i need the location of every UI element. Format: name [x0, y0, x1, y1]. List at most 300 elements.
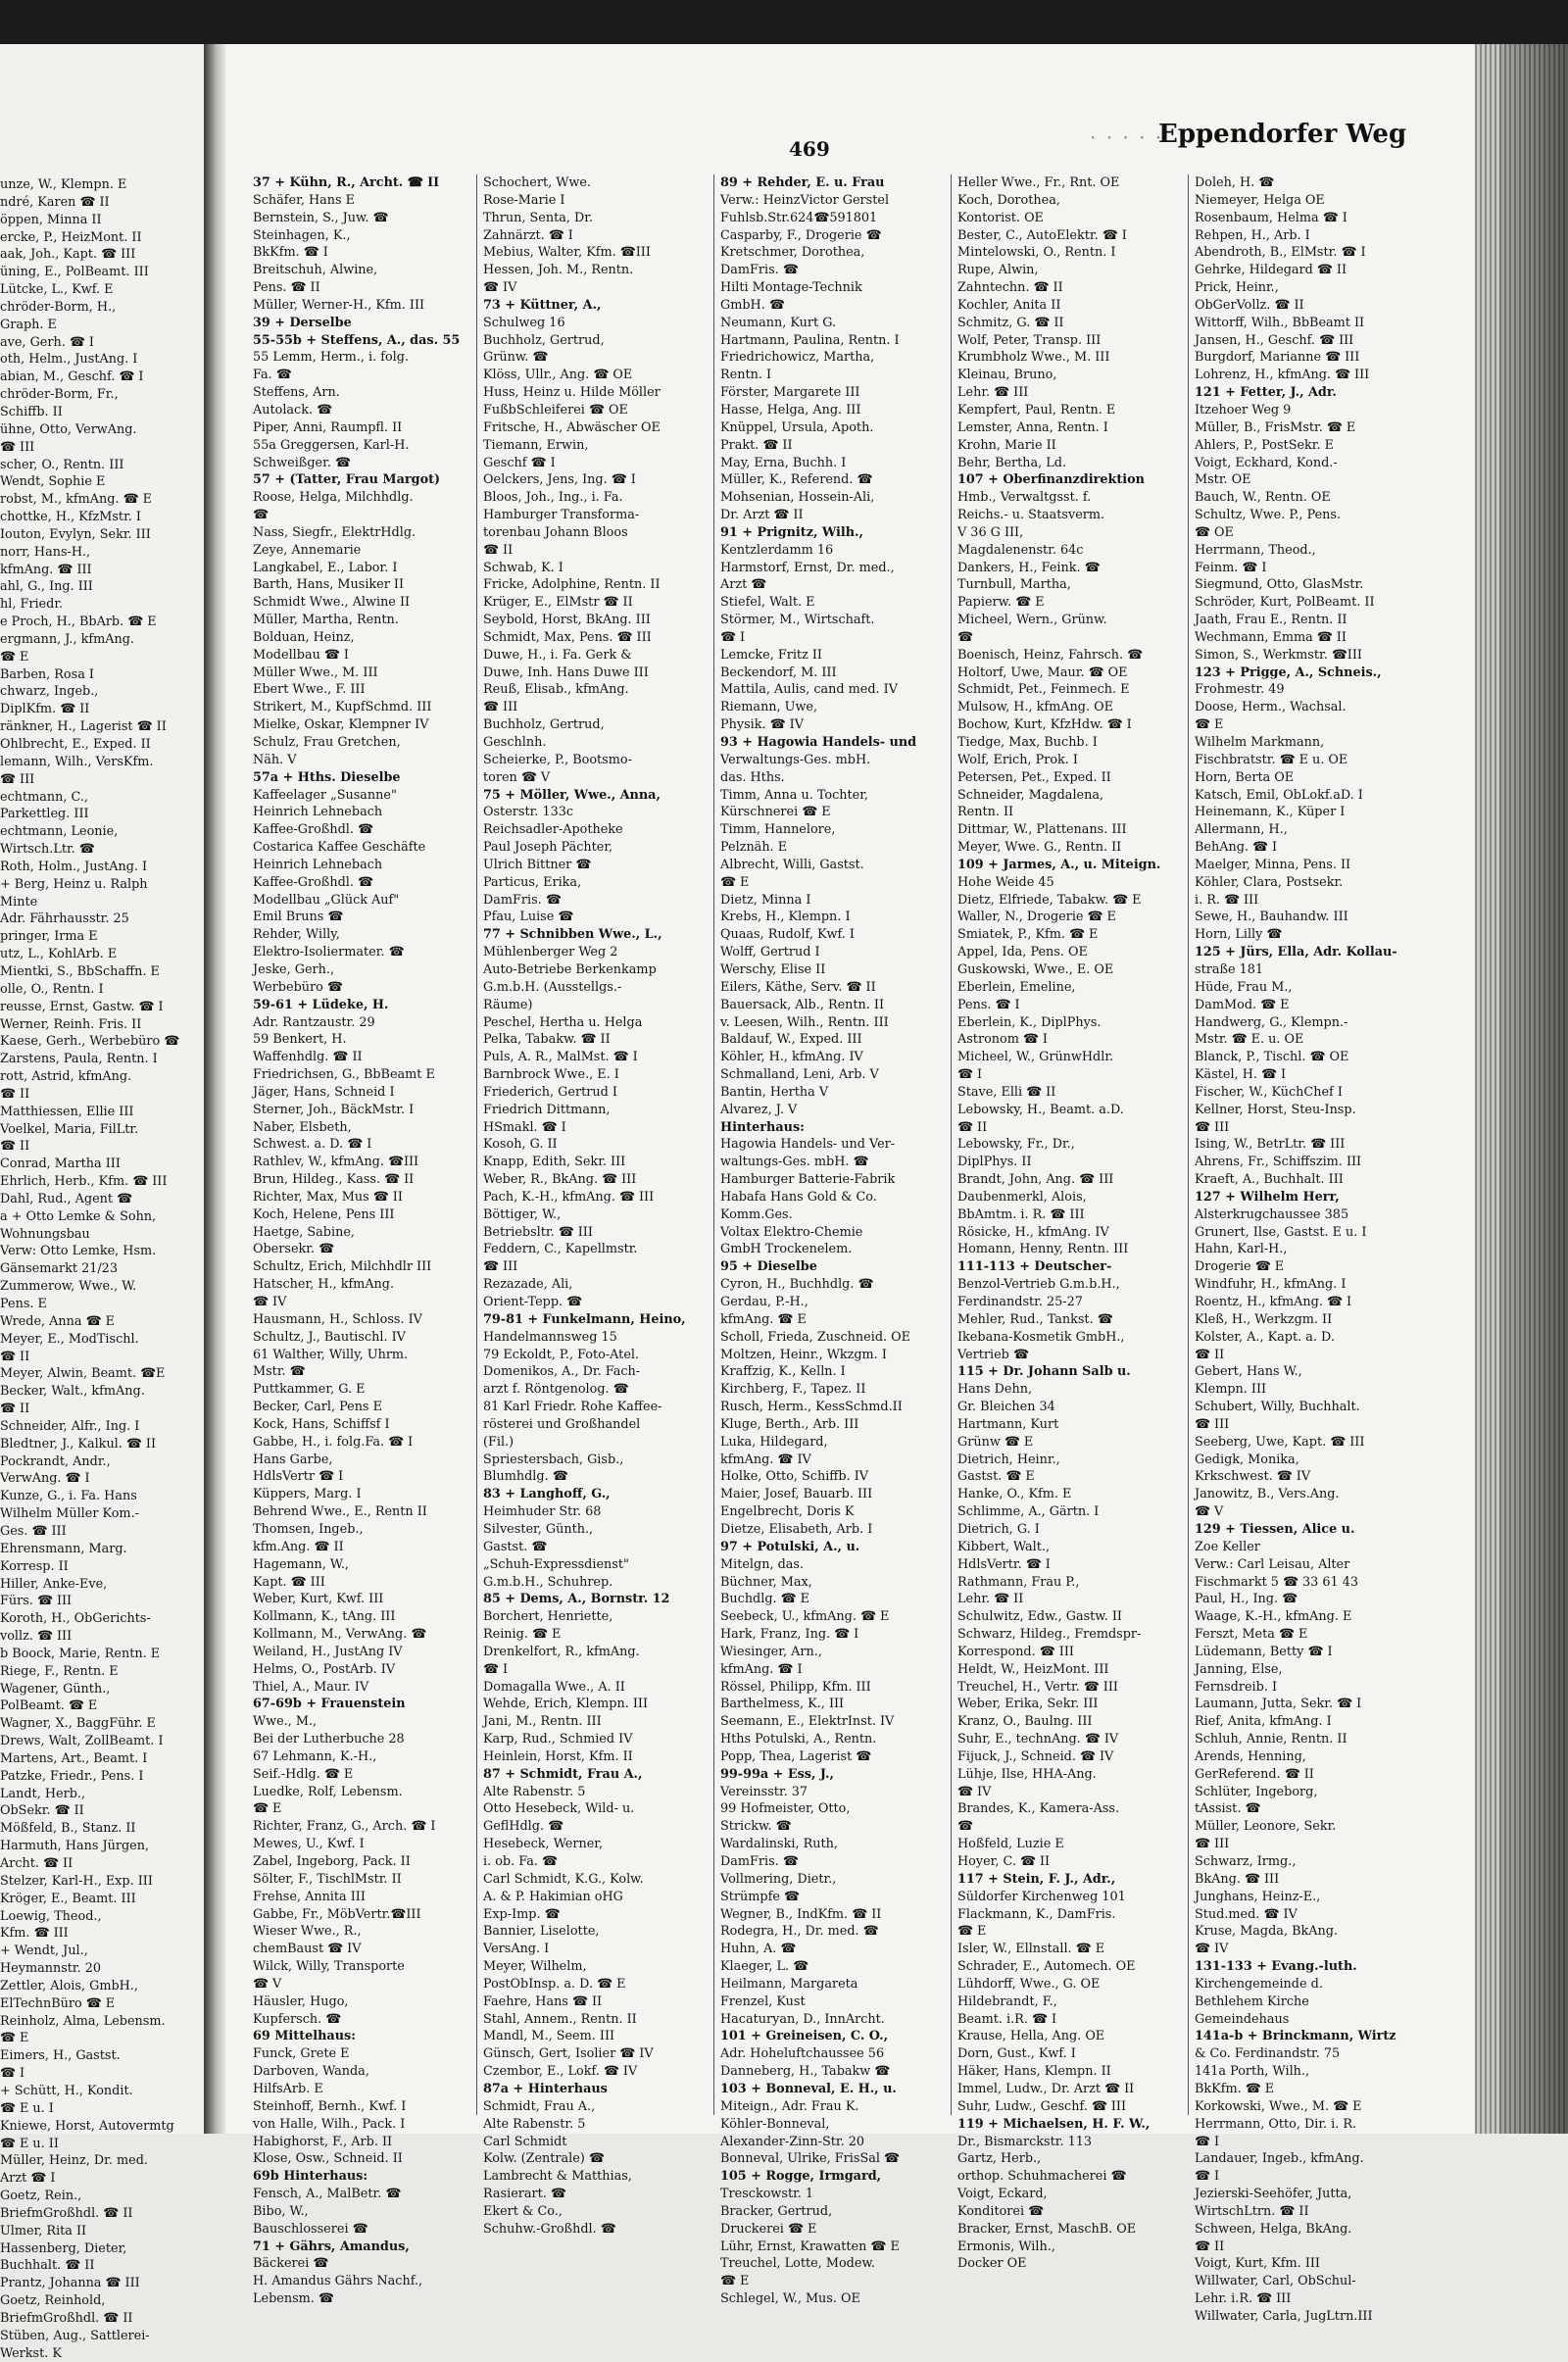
directory-entry-line: Büchner, Max,: [720, 1574, 812, 1590]
directory-entry-line: Knüppel, Ursula, Apoth.: [720, 419, 874, 435]
directory-entry-line: Kontorist. OE: [957, 210, 1044, 225]
directory-entry-line: Carl Schmidt, K.G., Kolw.: [483, 1871, 644, 1887]
directory-entry-line: 55 Lemm, Herm., i. folg.: [253, 350, 410, 366]
left-page-entry-line: pringer, Irma E: [0, 929, 98, 945]
directory-entry-line: Prick, Heinr.,: [1195, 280, 1279, 296]
directory-entry-line: Lühje, Ilse, HHA-Ang.: [957, 1766, 1097, 1782]
directory-entry-line: 131-133 + Evang.-luth.: [1195, 1959, 1357, 1975]
directory-entry-line: Schwarz, Hildeg., Fremdspr-: [957, 1627, 1142, 1643]
directory-entry-line: Prakt. ☎ II: [720, 437, 793, 453]
left-page-entry-line: ercke, P., HeizMont. II: [0, 229, 142, 245]
directory-entry-line: Hans Garbe,: [253, 1452, 333, 1467]
directory-entry-line: Rössel, Philipp, Kfm. III: [720, 1679, 871, 1695]
directory-entry-line: Borchert, Henriette,: [483, 1609, 613, 1625]
directory-entry-line: Langkabel, E., Labor. I: [253, 560, 398, 575]
directory-entry-line: Zahntechn. ☎ II: [957, 280, 1063, 296]
directory-entry-line: Schwest. a. D. ☎ I: [253, 1137, 372, 1153]
directory-entry-line: Steffens, Arn.: [253, 385, 340, 401]
directory-entry-line: Korkowski, Wwe., M. ☎ E: [1195, 2098, 1362, 2114]
directory-entry-line: Verw.: Carl Leisau, Alter: [1195, 1556, 1350, 1572]
directory-entry-line: Hoyer, C. ☎ II: [957, 1854, 1051, 1869]
directory-entry-line: Störmer, M., Wirtschaft.: [720, 613, 875, 628]
directory-entry-line: Hths Potulski, A., Rentn.: [720, 1732, 877, 1747]
directory-entry-line: Carl Schmidt: [483, 2134, 567, 2149]
directory-entry-line: Krebs, H., Klempn. I: [720, 910, 851, 925]
directory-entry-line: Kleinau, Bruno,: [957, 368, 1057, 383]
directory-entry-line: Voltax Elektro-Chemie: [720, 1224, 863, 1240]
directory-entry-line: Timm, Anna u. Tochter,: [720, 787, 868, 803]
directory-entry-line: Lehr. i.R. ☎ III: [1195, 2291, 1292, 2307]
directory-entry-line: Vollmering, Dietr.,: [720, 1871, 837, 1887]
directory-entry-line: Kock, Hans, Schiffsf I: [253, 1416, 390, 1432]
directory-entry-line: rösterei und Großhandel: [483, 1416, 641, 1432]
left-page-entry-line: a + Otto Lemke & Sohn,: [0, 1208, 157, 1224]
directory-entry-line: Drogerie ☎ E: [1195, 1259, 1285, 1275]
directory-entry-line: Herrmann, Theod.,: [1195, 542, 1316, 558]
directory-entry-line: ☎ OE: [1195, 524, 1234, 540]
directory-entry-line: Modellbau ☎ I: [253, 647, 349, 663]
directory-entry-line: ☎ I: [957, 1067, 983, 1083]
left-page-entry-line: Wendt, Sophie E: [0, 474, 106, 490]
directory-column-2: [476, 174, 714, 2237]
directory-entry-line: Kolster, A., Kapt. a. D.: [1195, 1329, 1335, 1345]
left-page-entry-line: norr, Hans-H.,: [0, 544, 91, 560]
directory-entry-line: 141a-b + Brinckmann, Wirtz: [1195, 2029, 1396, 2044]
left-page-entry-line: chwarz, Ingeb.,: [0, 684, 99, 700]
left-page-entry-line: Kfm. ☎ III: [0, 1926, 69, 1942]
left-page-entry-line: hl, Friedr.: [0, 597, 64, 613]
directory-entry-line: Miteign., Adr. Frau K.: [720, 2098, 859, 2114]
directory-entry-line: Wilck, Willy, Transporte: [253, 1959, 405, 1975]
directory-entry-line: Hacaturyan, D., InnArcht.: [720, 2011, 885, 2027]
directory-entry-line: Arends, Henning,: [1195, 1748, 1306, 1764]
directory-entry-line: Turnbull, Martha,: [957, 577, 1071, 593]
directory-entry-line: Ikebana-Kosmetik GmbH.,: [957, 1329, 1125, 1345]
left-page-entry-line: Matthiessen, Ellie III: [0, 1104, 134, 1119]
directory-entry-line: Treuchel, Lotte, Modew.: [720, 2256, 875, 2272]
directory-entry-line: Rodegra, H., Dr. med. ☎: [720, 1924, 879, 1940]
directory-entry-line: Petersen, Pet., Exped. II: [957, 769, 1111, 785]
directory-entry-line: Buchholz, Gertrud,: [483, 332, 605, 348]
directory-entry-line: Puttkammer, G. E: [253, 1382, 366, 1398]
directory-entry-line: Bernstein, S., Juw. ☎: [253, 210, 389, 225]
directory-entry-line: Pfau, Luise ☎: [483, 910, 574, 925]
directory-entry-line: Müller, Werner-H., Kfm. III: [253, 297, 425, 313]
directory-entry-line: GerReferend. ☎ II: [1195, 1766, 1314, 1782]
left-page-entry-line: Schiffb. II: [0, 404, 63, 419]
directory-entry-line: Timm, Hannelore,: [720, 822, 836, 838]
directory-entry-line: Casparby, F., Drogerie ☎: [720, 227, 882, 243]
directory-entry-line: Kaffeelager „Susanne": [253, 787, 397, 803]
directory-entry-line: Fuhlsb.Str.624☎591801: [720, 210, 878, 225]
left-page-entry-line: Ehrensmann, Marg.: [0, 1541, 127, 1556]
directory-entry-line: Rosenbaum, Helma ☎ I: [1195, 210, 1348, 225]
directory-entry-line: Hohe Weide 45: [957, 874, 1054, 890]
left-page-entry-line: Goetz, Reinhold,: [0, 2293, 106, 2309]
directory-entry-line: 123 + Prigge, A., Schneis.,: [1195, 664, 1382, 680]
directory-entry-line: ☎ III: [483, 1259, 518, 1275]
directory-entry-line: ☎ I: [1195, 2169, 1220, 2185]
directory-entry-line: Heinemann, K., Küper I: [1195, 805, 1346, 820]
directory-entry-line: Dietrich, G. I: [957, 1521, 1040, 1537]
left-page-entry-line: Mientki, S., BbSchaffn. E: [0, 963, 160, 979]
directory-entry-line: Holke, Otto, Schiffb. IV: [720, 1469, 869, 1485]
directory-entry-line: Rupe, Alwin,: [957, 263, 1039, 278]
directory-entry-line: Schubert, Willy, Buchhalt.: [1195, 1400, 1360, 1415]
directory-entry-line: Scholl, Frieda, Zuschneid. OE: [720, 1329, 910, 1345]
left-page-entry-line: Hassenberg, Dieter,: [0, 2240, 127, 2256]
directory-entry-line: Docker OE: [957, 2256, 1027, 2272]
directory-entry-line: Koch, Dorothea,: [957, 192, 1060, 208]
directory-entry-line: Fritsche, H., Abwäscher OE: [483, 419, 661, 435]
directory-entry-line: Czembor, E., Lokf. ☎ IV: [483, 2064, 638, 2080]
directory-entry-line: Hessen, Joh. M., Rentn.: [483, 263, 634, 278]
directory-entry-line: 73 + Küttner, A.,: [483, 297, 602, 313]
directory-entry-line: Wieser Wwe., R.,: [253, 1924, 362, 1940]
left-page-entry-line: Ehrlich, Herb., Kfm. ☎ III: [0, 1174, 168, 1190]
directory-entry-line: Wittorff, Wilh., BbBeamt II: [1195, 315, 1365, 330]
directory-entry-line: Feinm. ☎ I: [1195, 560, 1267, 575]
directory-entry-line: Rezazade, Ali,: [483, 1277, 573, 1293]
directory-entry-line: Silvester, Günth.,: [483, 1521, 594, 1537]
directory-entry-line: Köhler, H., kfmAng. IV: [720, 1050, 863, 1065]
left-page-entry-line: Archt. ☎ II: [0, 1856, 74, 1871]
directory-entry-line: Janowitz, B., Vers.Ang.: [1195, 1487, 1340, 1502]
directory-entry-line: 67-69b + Frauenstein: [253, 1697, 406, 1712]
directory-entry-line: GmbH Trockenelem.: [720, 1242, 853, 1257]
directory-entry-line: Alvarez, J. V: [720, 1102, 798, 1117]
directory-column-3: [713, 174, 952, 2307]
left-page-entry-line: Loewig, Theod.,: [0, 1908, 102, 1924]
directory-entry-line: Waage, K.-H., kfmAng. E: [1195, 1609, 1352, 1625]
left-page-entry-line: lemann, Wilh., VersKfm.: [0, 754, 154, 769]
left-page-entry-line: Ges. ☎ III: [0, 1523, 67, 1539]
directory-entry-line: Druckerei ☎ E: [720, 2221, 817, 2237]
directory-entry-line: 37 + Kühn, R., Archt. ☎ II: [253, 175, 440, 190]
directory-entry-line: G.m.b.H. (Ausstellgs.-: [483, 979, 622, 995]
directory-entry-line: Astronom ☎ I: [957, 1032, 1048, 1048]
directory-entry-line: Thiel, A., Maur. IV: [253, 1679, 369, 1695]
directory-entry-line: Bannier, Liselotte,: [483, 1924, 600, 1940]
directory-entry-line: & Co. Ferdinandstr. 75: [1195, 2046, 1341, 2062]
directory-entry-line: Ahrens, Fr., Schiffszim. III: [1195, 1155, 1362, 1170]
directory-entry-line: Scheierke, P., Bootsmo-: [483, 752, 632, 767]
left-page-entry-line: Zarstens, Paula, Rentn. I: [0, 1052, 158, 1067]
directory-entry-line: Heimhuder Str. 68: [483, 1504, 602, 1520]
directory-entry-line: Mstr. ☎ E. u. OE: [1195, 1032, 1304, 1048]
directory-entry-line: Willwater, Carl, ObSchul-: [1195, 2274, 1356, 2289]
directory-entry-line: Barthelmess, K., III: [720, 1697, 845, 1712]
directory-entry-line: Habafa Hans Gold & Co.: [720, 1189, 877, 1205]
directory-entry-line: Pelznäh. E: [720, 840, 788, 856]
directory-entry-line: Bracker, Ernst, MaschB. OE: [957, 2221, 1137, 2237]
directory-entry-line: Lebowsky, H., Beamt. a.D.: [957, 1102, 1124, 1117]
directory-entry-line: ☎ III: [1195, 1837, 1230, 1852]
directory-entry-line: Meyer, Wwe. G., Rentn. II: [957, 840, 1122, 856]
directory-entry-line: Flackmann, K., DamFris.: [957, 1906, 1116, 1922]
directory-entry-line: Jani, M., Rentn. III: [483, 1714, 602, 1730]
directory-entry-line: Hüde, Frau M.,: [1195, 979, 1293, 995]
directory-entry-line: Blumhdlg. ☎: [483, 1469, 568, 1485]
directory-entry-line: Räume): [483, 997, 533, 1012]
directory-entry-line: Dorn, Gust., Kwf. I: [957, 2046, 1076, 2062]
directory-entry-line: Gebert, Hans W.,: [1195, 1364, 1302, 1380]
directory-entry-line: Hagowia Handels- und Ver-: [720, 1137, 896, 1153]
directory-entry-line: ☎ IV: [957, 1784, 992, 1799]
directory-entry-line: kfmAng. ☎ E: [720, 1311, 807, 1327]
directory-entry-line: Grunert, Ilse, Gastst. E u. I: [1195, 1224, 1367, 1240]
directory-entry-line: BbAmtm. i. R. ☎ III: [957, 1206, 1085, 1222]
directory-entry-line: HdlsVertr ☎ I: [253, 1469, 344, 1485]
left-page-entry-line: chottke, H., KfzMstr. I: [0, 510, 141, 525]
directory-entry-line: DamFris. ☎: [720, 1854, 799, 1869]
directory-entry-line: WirtschLtrn. ☎ II: [1195, 2203, 1309, 2219]
directory-entry-line: Jansen, H., Geschf. ☎ III: [1195, 332, 1354, 348]
directory-entry-line: Geschlnh.: [483, 735, 547, 750]
directory-entry-line: ☎ III: [1195, 1119, 1230, 1135]
directory-entry-line: Klaeger, L. ☎: [720, 1959, 809, 1975]
directory-entry-line: 101 + Greineisen, C. O.,: [720, 2029, 889, 2044]
directory-entry-line: Beckendorf, M. III: [720, 664, 837, 680]
left-page-entry-line: robst, M., kfmAng. ☎ E: [0, 492, 152, 508]
directory-entry-line: Gehrke, Hildegard ☎ II: [1195, 263, 1348, 278]
directory-entry-line: Buchholz, Gertrud,: [483, 717, 605, 733]
directory-entry-line: Förster, Margarete III: [720, 385, 860, 401]
directory-entry-line: Hatscher, H., kfmAng.: [253, 1277, 395, 1293]
directory-entry-line: toren ☎ V: [483, 769, 551, 785]
directory-entry-line: Bethlehem Kirche: [1195, 1993, 1309, 2009]
directory-entry-line: Reinig. ☎ E: [483, 1627, 562, 1643]
directory-column-4: [951, 174, 1189, 2272]
directory-entry-line: Behrend Wwe., E., Rentn II: [253, 1504, 427, 1520]
directory-entry-line: Strümpfe ☎: [720, 1889, 800, 1904]
directory-entry-line: Hartmann, Paulina, Rentn. I: [720, 332, 900, 348]
left-page-entry-line: reusse, Ernst, Gastw. ☎ I: [0, 999, 164, 1014]
directory-entry-line: Kraffzig, K., Kelln. I: [720, 1364, 846, 1380]
directory-entry-line: Mitelgn, das.: [720, 1556, 805, 1572]
directory-entry-line: Koch, Helene, Pens III: [253, 1206, 395, 1222]
directory-entry-line: Korrespond. ☎ III: [957, 1644, 1074, 1659]
directory-entry-line: Dittmar, W., Plattenans. III: [957, 822, 1127, 838]
directory-entry-line: 105 + Rogge, Irmgard,: [720, 2169, 882, 2185]
directory-entry-line: VersAng. I: [483, 1942, 550, 1957]
directory-entry-line: Vereinsstr. 37: [720, 1784, 808, 1799]
directory-entry-line: 87 + Schmidt, Frau A.,: [483, 1766, 643, 1782]
directory-entry-line: Seif.-Hdlg. ☎ E: [253, 1766, 354, 1782]
left-page-entry-line: ☎ III: [0, 771, 35, 787]
directory-entry-line: Adr. Hoheluftchaussee 56: [720, 2046, 885, 2062]
left-page-entry-line: Roth, Holm., JustAng. I: [0, 859, 148, 874]
directory-entry-line: Ferdinandstr. 25-27: [957, 1295, 1083, 1309]
directory-entry-line: Naber, Elsbeth,: [253, 1119, 352, 1135]
directory-entry-line: GmbH. ☎: [720, 297, 785, 313]
directory-entry-line: Feddern, C., Kapellmstr.: [483, 1242, 638, 1257]
left-page-entry-line: Wagner, X., BaggFühr. E: [0, 1716, 156, 1732]
left-page-entry-line: Koroth, H., ObGerichts-: [0, 1611, 151, 1627]
directory-entry-line: 103 + Bonneval, E. H., u.: [720, 2081, 897, 2096]
directory-entry-line: Luka, Hildegard,: [720, 1434, 828, 1450]
left-page-entry-line: üning, E., PolBeamt. III: [0, 265, 149, 280]
directory-entry-line: ☎ IV: [253, 1295, 287, 1309]
directory-entry-line: Thrun, Senta, Dr.: [483, 210, 594, 225]
directory-entry-line: Bei der Lutherbuche 28: [253, 1732, 405, 1747]
directory-entry-line: Kosoh, G. II: [483, 1137, 558, 1153]
directory-entry-line: Mandl, M., Seem. III: [483, 2029, 615, 2044]
directory-entry-line: Wegner, B., IndKfm. ☎ II: [720, 1906, 882, 1922]
directory-entry-line: Schmidt, Pet., Feinmech. E: [957, 682, 1130, 698]
directory-entry-line: ☎: [253, 508, 269, 523]
directory-entry-line: Costarica Kaffee Geschäfte: [253, 840, 426, 856]
directory-entry-line: Osterstr. 133c: [483, 805, 574, 820]
directory-entry-line: Stahl, Annem., Rentn. II: [483, 2011, 637, 2027]
directory-entry-line: Seemann, E., ElektrInst. IV: [720, 1714, 895, 1730]
directory-entry-line: Heinrich Lehnebach: [253, 805, 383, 820]
left-page-entry-line: e Proch, H., BbArb. ☎ E: [0, 615, 157, 630]
left-page-entries: [0, 176, 204, 2362]
directory-entry-line: Bibo, W.,: [253, 2203, 309, 2219]
left-page-entry-line: vollz. ☎ III: [0, 1629, 73, 1645]
directory-entry-line: Roose, Helga, Milchhdlg.: [253, 490, 414, 506]
directory-entry-line: Luedke, Rolf, Lebensm.: [253, 1784, 403, 1799]
directory-entry-line: Kolw. (Zentrale) ☎: [483, 2151, 605, 2167]
directory-entry-line: Pens. ☎ I: [957, 997, 1020, 1012]
directory-entry-line: Fa. ☎: [253, 368, 292, 383]
directory-entry-line: Rathmann, Frau P.,: [957, 1574, 1080, 1590]
directory-entry-line: i. ob. Fa. ☎: [483, 1854, 558, 1869]
directory-entry-line: DiplPhys. II: [957, 1155, 1032, 1170]
directory-entry-line: Bloos, Joh., Ing., i. Fa.: [483, 490, 623, 506]
directory-entry-line: Lemster, Anna, Rentn. I: [957, 419, 1108, 435]
directory-entry-line: ☎ II: [1195, 1347, 1225, 1362]
directory-entry-line: Schochert, Wwe.: [483, 175, 592, 190]
left-page-entry-line: Ulmer, Rita II: [0, 2223, 87, 2239]
directory-entry-line: BkKfm. ☎ I: [253, 245, 328, 261]
directory-entry-line: Heller Wwe., Fr., Rnt. OE: [957, 175, 1120, 190]
directory-entry-line: Bäckerei ☎: [253, 2256, 329, 2272]
directory-entry-line: „Schuh-Expressdienst": [483, 1556, 629, 1572]
directory-entry-line: ☎ E: [957, 1924, 987, 1940]
directory-entry-line: 115 + Dr. Johann Salb u.: [957, 1364, 1131, 1380]
directory-entry-line: Müller, Martha, Rentn.: [253, 613, 399, 628]
directory-entry-line: Verwaltungs-Ges. mbH.: [720, 752, 871, 767]
directory-entry-line: Ebert Wwe., F. III: [253, 682, 366, 698]
directory-entry-line: Kästel, H. ☎ I: [1195, 1067, 1287, 1083]
directory-entry-line: Wehde, Erich, Klempn. III: [483, 1697, 649, 1712]
left-page-entry-line: Werkst. K: [0, 2345, 62, 2361]
directory-entry-line: Waller, N., Drogerie ☎ E: [957, 910, 1116, 925]
left-page-entry-line: Graph. E: [0, 317, 57, 332]
directory-entry-line: Faehre, Hans ☎ II: [483, 1993, 603, 2009]
directory-entry-line: ☎ V: [1195, 1504, 1224, 1520]
directory-entry-line: Komm.Ges.: [720, 1206, 793, 1222]
directory-entry-line: Lehr. ☎ III: [957, 385, 1029, 401]
directory-entry-line: 91 + Prignitz, Wilh.,: [720, 524, 863, 540]
left-page-entry-line: Patzke, Friedr., Pens. I: [0, 1768, 144, 1784]
directory-entry-line: Brandt, John, Ang. ☎ III: [957, 1172, 1114, 1188]
directory-entry-line: 125 + Jürs, Ella, Adr. Kollau-: [1195, 945, 1397, 960]
directory-entry-line: HSmakl. ☎ I: [483, 1119, 566, 1135]
directory-entry-line: Papierw. ☎ E: [957, 595, 1045, 611]
directory-entry-line: ☎ I: [720, 629, 746, 645]
directory-entry-line: Beamt. i.R. ☎ I: [957, 2011, 1057, 2027]
directory-entry-line: Magdalenenstr. 64c: [957, 542, 1084, 558]
directory-entry-line: kfmAng. ☎ I: [720, 1661, 803, 1677]
directory-entry-line: Mohsenian, Hossein-Ali,: [720, 490, 875, 506]
left-page-entry-line: Hiller, Anke-Eve,: [0, 1576, 108, 1592]
directory-entry-line: Zabel, Ingeborg, Pack. II: [253, 1854, 411, 1869]
directory-entry-line: straße 181: [1195, 961, 1264, 977]
left-page-entry-line: kfmAng. ☎ III: [0, 562, 92, 577]
left-page-entry-line: ObSekr. ☎ II: [0, 1803, 84, 1819]
directory-entry-line: Voigt, Eckhard, Kond.-: [1195, 455, 1338, 470]
directory-entry-line: arzt f. Röntgenolog. ☎: [483, 1382, 629, 1398]
left-page: [0, 44, 207, 2361]
directory-entry-line: i. R. ☎ III: [1195, 892, 1259, 908]
left-page-entry-line: Landt, Herb.,: [0, 1786, 86, 1801]
directory-entry-line: Krüger, E., ElMstr ☎ II: [483, 595, 633, 611]
directory-entry-line: Peschel, Hertha u. Helga: [483, 1014, 643, 1030]
left-page-entry-line: PolBeamt. ☎ E: [0, 1698, 98, 1714]
directory-entry-line: Tiemann, Erwin,: [483, 437, 589, 453]
directory-entry-line: ☎ E: [720, 2274, 750, 2289]
directory-entry-line: Rasierart. ☎: [483, 2187, 566, 2202]
left-page-entry-line: + Wendt, Jul.,: [0, 1944, 88, 1959]
directory-entry-line: Schluh, Annie, Rentn. II: [1195, 1732, 1348, 1747]
directory-entry-line: Gemeindehaus: [1195, 2011, 1290, 2027]
directory-entry-line: Schmidt Wwe., Alwine II: [253, 595, 411, 611]
directory-entry-line: Ermonis, Wilh.,: [957, 2239, 1055, 2254]
directory-entry-line: Heldt, W., HeizMont. III: [957, 1661, 1109, 1677]
left-page-entry-line: Lütcke, L., Kwf. E: [0, 282, 114, 298]
directory-entry-line: ☎ IV: [1195, 1942, 1229, 1957]
directory-entry-line: Pach, K.-H., kfmAng. ☎ III: [483, 1189, 655, 1205]
left-page-entry-line: Korresp. II: [0, 1558, 69, 1574]
directory-entry-line: Funck, Grete E: [253, 2046, 350, 2062]
directory-entry-line: Maelger, Minna, Pens. II: [1195, 857, 1351, 872]
directory-entry-line: ☎: [957, 1819, 973, 1835]
left-page-entry-line: Müller, Heinz, Dr. med.: [0, 2153, 148, 2169]
directory-entry-line: Frohmestr. 49: [1195, 682, 1285, 698]
left-page-entry-line: Buchhalt. ☎ II: [0, 2258, 95, 2274]
directory-entry-line: Ulrich Bittner ☎: [483, 857, 592, 872]
directory-entry-line: Appel, Ida, Pens. OE: [957, 945, 1088, 960]
directory-entry-line: Schwab, K. I: [483, 560, 564, 575]
directory-entry-line: 111-113 + Deutscher-: [957, 1259, 1112, 1275]
directory-entry-line: Handwerg, G., Klempn.-: [1195, 1014, 1348, 1030]
left-page-entry-line: Verw: Otto Lemke, Hsm.: [0, 1244, 157, 1259]
directory-entry-line: DamMod. ☎ E: [1195, 997, 1290, 1012]
directory-entry-line: Hartmann, Kurt: [957, 1416, 1059, 1432]
directory-entry-line: Grünw. ☎: [483, 350, 549, 366]
directory-entry-line: 81 Karl Friedr. Rohe Kaffee-: [483, 1400, 662, 1415]
directory-entry-line: Fischer, W., KüchChef I: [1195, 1084, 1343, 1100]
left-page-entry-line: Eimers, H., Gastst.: [0, 2048, 121, 2064]
directory-entry-line: ☎ E: [1195, 717, 1224, 733]
directory-entry-line: Rösicke, H., kfmAng. IV: [957, 1224, 1109, 1240]
left-page-entry-line: Gänsemarkt 21/23: [0, 1261, 118, 1277]
directory-entry-line: Zahnärzt. ☎ I: [483, 227, 573, 243]
directory-entry-line: Smiatek, P., Kfm. ☎ E: [957, 927, 1099, 943]
directory-entry-line: Kirchberg, F., Tapez. II: [720, 1382, 866, 1398]
directory-entry-line: Heinlein, Horst, Kfm. II: [483, 1748, 633, 1764]
left-page-entry-line: oth, Helm., JustAng. I: [0, 352, 138, 368]
directory-entry-line: 57 + (Tatter, Frau Margot): [253, 472, 441, 488]
directory-entry-line: Krohn, Marie II: [957, 437, 1056, 453]
left-page-entry-line: Kröger, E., Beamt. III: [0, 1891, 136, 1906]
directory-entry-line: Lambrecht & Matthias,: [483, 2169, 632, 2185]
directory-entry-line: Ferszt, Meta ☎ E: [1195, 1627, 1308, 1643]
directory-entry-line: ☎ III: [1195, 1416, 1230, 1432]
